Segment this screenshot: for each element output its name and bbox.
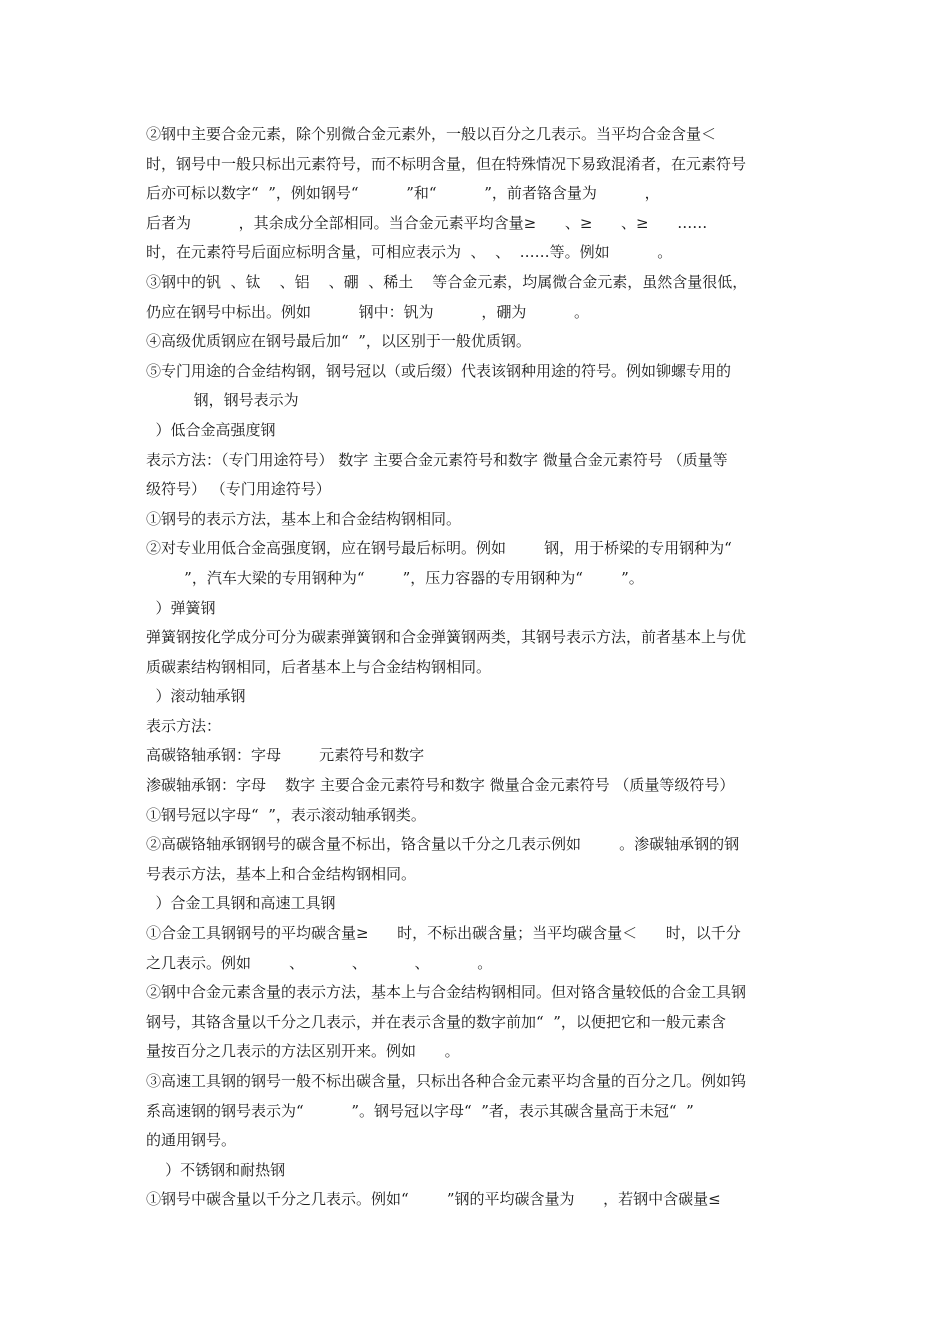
body-text <box>146 120 814 1215</box>
text-line: 表示方法： <box>146 716 222 735</box>
text-line: 的通用钢号。 <box>146 1131 237 1150</box>
text-line: 弹簧钢按化学成分可分为碳素弹簧钢和合金弹簧钢两类，其钢号表示方法，前者基本上与优 <box>146 628 747 647</box>
section-heading: ）合金工具钢和高速工具钢 <box>146 894 336 913</box>
text-line: 时，钢号中一般只标出元素符号，而不标明含量，但在特殊情况下易致混淆者，在元素符号 <box>146 154 747 173</box>
text-line: ”，汽车大梁的专用钢种为“ ”，压力容器的专用钢种为“ ”。 <box>146 568 644 587</box>
text-line: ①合金工具钢钢号的平均碳含量≥ 时，不标出碳含量；当平均碳含量＜ 时，以千分 <box>146 924 741 943</box>
text-line: ③钢中的钒 、钛 、铝 、硼 、稀土 等合金元素，均属微合金元素，虽然含量很低， <box>146 272 748 291</box>
text-line: ⑤专门用途的合金结构钢，钢号冠以（或后缀）代表该钢种用途的符号。例如铆螺专用的 <box>146 361 732 380</box>
text-line: ①钢号中碳含量以千分之几表示。例如“ ”钢的平均碳含量为 ，若钢中含碳量≤ <box>146 1190 721 1209</box>
section-heading: ）弹簧钢 <box>146 598 216 617</box>
text-line: ②对专业用低合金高强度钢，应在钢号最后标明。例如 钢，用于桥梁的专用钢种为“ <box>146 539 732 558</box>
text-line: ②钢中合金元素含量的表示方法，基本上与合金结构钢相同。但对铬含量较低的合金工具钢 <box>146 983 747 1002</box>
section-heading: ）不锈钢和耐热钢 <box>146 1160 286 1179</box>
text-line: 量按百分之几表示的方法区别开来。例如 。 <box>146 1042 460 1061</box>
text-line: 渗碳轴承钢：字母 数字 主要合金元素符号和数字 微量合金元素符号 （质量等级符号） <box>146 776 735 795</box>
text-line: 之几表示。例如 、 、 、 。 <box>146 953 493 972</box>
text-line: ①钢号的表示方法，基本上和合金结构钢相同。 <box>146 509 462 528</box>
text-line: 仍应在钢号中标出。例如 钢中：钒为 ，硼为 。 <box>146 302 590 321</box>
text-line: ②钢中主要合金元素，除个别微合金元素外，一般以百分之几表示。当平均合金含量＜ <box>146 125 717 143</box>
text-line: 系高速钢的钢号表示为“ ”。钢号冠以字母“ ”者，表示其碳含量高于未冠“ ” <box>146 1101 694 1120</box>
text-line: ③高速工具钢的钢号一般不标出碳含量，只标出各种合金元素平均含量的百分之几。例如钨 <box>146 1072 747 1090</box>
text-line: 表示方法：（专门用途符号） 数字 主要合金元素符号和数字 微量合金元素符号 （质量等 <box>146 450 728 469</box>
text-line: 级符号） （专门用途符号） <box>146 480 331 499</box>
text-line: ①钢号冠以字母“ ”，表示滚动轴承钢类。 <box>146 805 426 824</box>
section-heading: ）滚动轴承钢 <box>146 687 246 706</box>
text-line: 钢号，其铬含量以千分之几表示，并在表示含量的数字前加“ ”，以便把它和一般元素含 <box>146 1012 726 1031</box>
text-line: ④高级优质钢应在钢号最后加“ ”，以区别于一般优质钢。 <box>146 332 531 351</box>
section-heading: ）低合金高强度钢 <box>146 420 276 439</box>
text-line: 质碳素结构钢相同，后者基本上与合金结构钢相同。 <box>146 657 492 676</box>
text-line: 高碳铬轴承钢：字母 元素符号和数字 <box>146 746 425 765</box>
text-line: 后者为 ，其余成分全部相同。当合金元素平均含量≥ 、≥ 、≥ …… <box>146 213 708 232</box>
text-line: ②高碳铬轴承钢钢号的碳含量不标出，铬含量以千分之几表示例如 。渗碳轴承钢的钢 <box>146 835 740 854</box>
text-line: 时，在元素符号后面应标明含量，可相应表示为 、 、 ……等。例如 。 <box>146 243 673 262</box>
text-line: 号表示方法，基本上和合金结构钢相同。 <box>146 864 417 883</box>
text-line: 钢，钢号表示为 <box>146 391 299 410</box>
text-line: 后亦可标以数字“ ”，例如钢号“ ”和“ ”，前者铬含量为 ， <box>146 184 660 203</box>
